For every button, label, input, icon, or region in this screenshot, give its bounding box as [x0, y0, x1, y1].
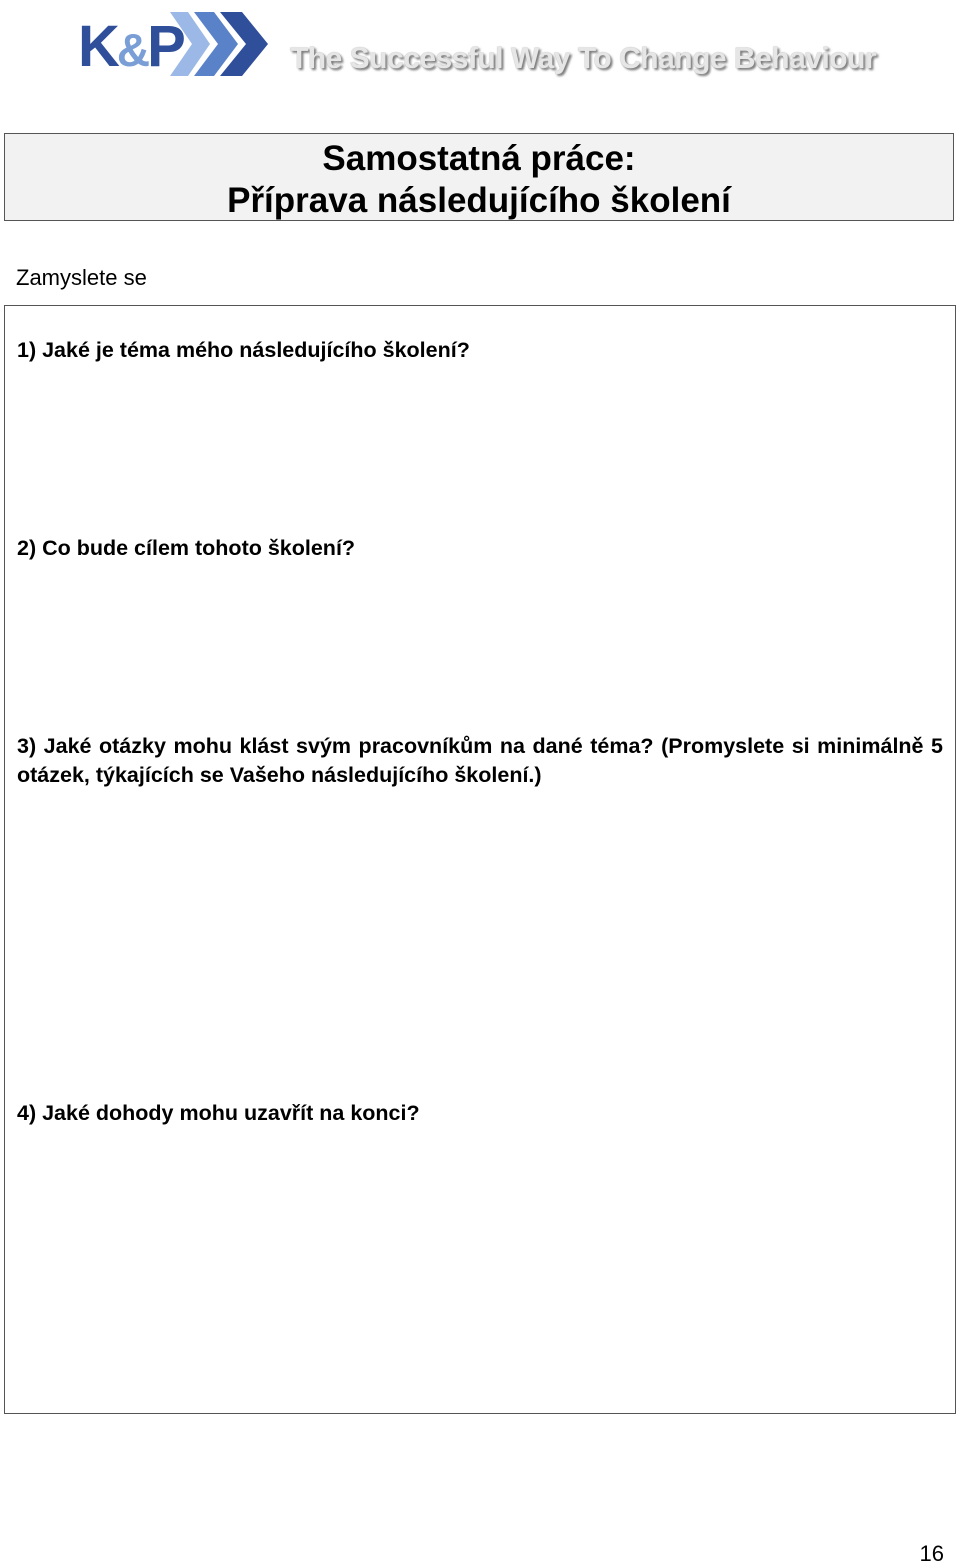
logo-ampersand: & — [116, 24, 148, 76]
logo-letter-p: P — [147, 14, 183, 79]
questions-box — [4, 305, 956, 1414]
question-2: 2) Co bude cílem tohoto školení? — [17, 536, 356, 560]
page-number: 16 — [919, 1541, 944, 1566]
kp-logo — [78, 16, 183, 81]
question-4: 4) Jaké dohody mohu uzavřít na konci? — [17, 1101, 420, 1125]
title-box — [4, 133, 954, 221]
page-subtitle: Příprava následujícího školení — [227, 181, 731, 220]
question-1: 1) Jaké je téma mého následujícího školení? — [17, 338, 470, 362]
chevron-arrows-icon — [170, 8, 270, 80]
tagline: The Successful Way To Change Behaviour — [290, 42, 877, 75]
question-3: 3) Jaké otázky mohu klást svým pracovníkům na dané téma? (Promyslete si minimálně 5 otázek, týkajících se Vašeho následujícího školení.) — [17, 734, 943, 787]
page-title: Samostatná práce: — [322, 139, 636, 178]
logo-letter-k: K — [78, 14, 117, 79]
header-logo — [78, 8, 878, 90]
intro-text: Zamyslete se — [16, 265, 147, 290]
